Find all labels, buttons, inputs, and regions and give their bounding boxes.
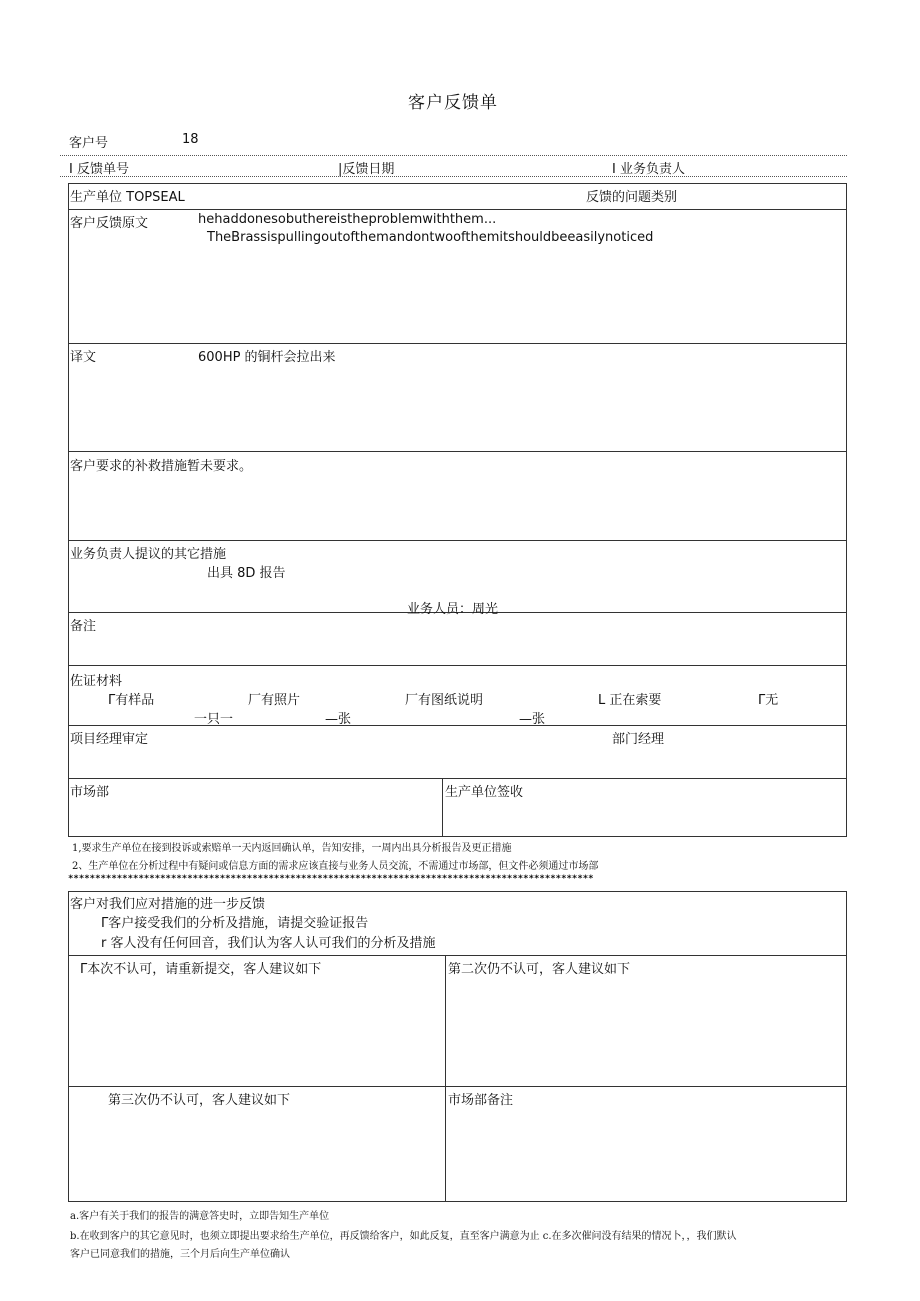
evidence-option-photo[interactable]: 厂有照片 [248,693,301,708]
row-divider [68,209,847,210]
pm-review-label: 项目经理审定 [70,732,149,747]
followup-title: 客户对我们应对措施的进一步反馈 [70,897,266,912]
evidence-option-drawing[interactable]: 厂有图纸说明 [405,693,484,708]
third-rejection-label: 第三次仍不认可，客人建议如下 [108,1093,291,1108]
note-1: 1,要求生产单位在接到投诉或索赔单一天内返回确认单，告知安排，一周内出具分析报告及更正措施 [72,843,512,854]
customer-no-value: 18 [182,132,199,147]
evidence-unit-drawing: —张 [519,712,546,727]
issue-category-label: 反馈的问题类别 [586,190,678,205]
row-divider [68,343,847,344]
feedback-form [68,183,847,837]
responsible-label: I 业务负责人 [612,162,685,177]
customer-no-label: 客户号 [69,136,109,151]
evidence-unit-sample: 一只一 [194,712,234,727]
row-divider [68,955,847,956]
original-text-line-1: hehaddonesobuthereistheproblemwiththem... [198,212,497,227]
row-divider [68,451,847,452]
remedy-label: 客户要求的补救措施暂未要求。 [70,459,253,474]
column-divider [445,955,446,1202]
header-rule-bottom [60,176,847,177]
original-text-line-2: TheBrassispullingoutofthemandontwoofthemitshouldbeeasilynoticed [207,230,654,245]
row-divider [68,778,847,779]
evidence-label: 佐证材料 [70,674,123,689]
followup-option-accept[interactable]: Γ客户接受我们的分析及措施，请提交验证报告 [101,916,369,931]
producer-label: 生产单位 TOPSEAL [70,190,185,205]
dept-manager-label: 部门经理 [612,732,665,747]
row-divider [68,725,847,726]
marketing-label: 市场部 [70,785,110,800]
row-divider [68,540,847,541]
page-title: 客户反馈单 [408,93,498,113]
other-measures-text: 出具 8D 报告 [207,566,286,581]
footnote-b-line-1: b.在收到客户的其它意见时，也须立即提出要求给生产单位，再反馈给客户，如此反复，直至客户满意为止 c.在多次催问没有结果的情况卜，，我们默认 [70,1231,737,1242]
original-text-label: 客户反馈原文 [70,216,149,231]
marketing-remarks-label: 市场部备注 [448,1093,514,1108]
note-2: 2、生产单位在分析过程中有疑问或信息方面的需求应该直接与业务人员交流，不需通过市场部，但文件必须通过市场部 [72,861,599,872]
second-rejection-label: 第二次仍不认可，客人建议如下 [448,962,631,977]
feedback-date-label: |反馈日期 [338,162,395,177]
followup-option-no-reply[interactable]: r 客人没有任何回音，我们认为客人认可我们的分析及措施 [101,936,436,951]
row-divider [68,1086,847,1087]
row-divider [68,665,847,666]
other-measures-label: 业务负责人提议的其它措施 [70,547,227,562]
evidence-option-requesting[interactable]: L 正在索要 [598,693,662,708]
remarks-label: 备注 [70,619,97,634]
evidence-option-none[interactable]: Γ无 [758,693,779,708]
evidence-unit-photo: —张 [325,712,352,727]
translation-text: 600HP 的铜杆会拉出来 [198,350,336,365]
first-rejection-label[interactable]: Γ本次不认可，请重新提交，客人建议如下 [80,962,322,977]
evidence-option-sample[interactable]: Γ有样品 [108,693,155,708]
translation-label: 译文 [70,350,97,365]
header-rule-top [60,155,847,156]
column-divider [442,778,443,837]
footnote-b-line-2: 客户已同意我们的措施，三个月后向生产单位确认 [70,1249,290,1260]
producer-sign-label: 生产单位签收 [445,785,524,800]
feedback-no-label: I 反馈单号 [69,162,129,177]
separator-line: ************************************************************************************************* [68,874,594,884]
sales-person: 业务人员：周光 [407,602,499,617]
footnote-a: a.客户有关于我们的报告的满意答史时，立即告知生产单位 [70,1211,330,1222]
